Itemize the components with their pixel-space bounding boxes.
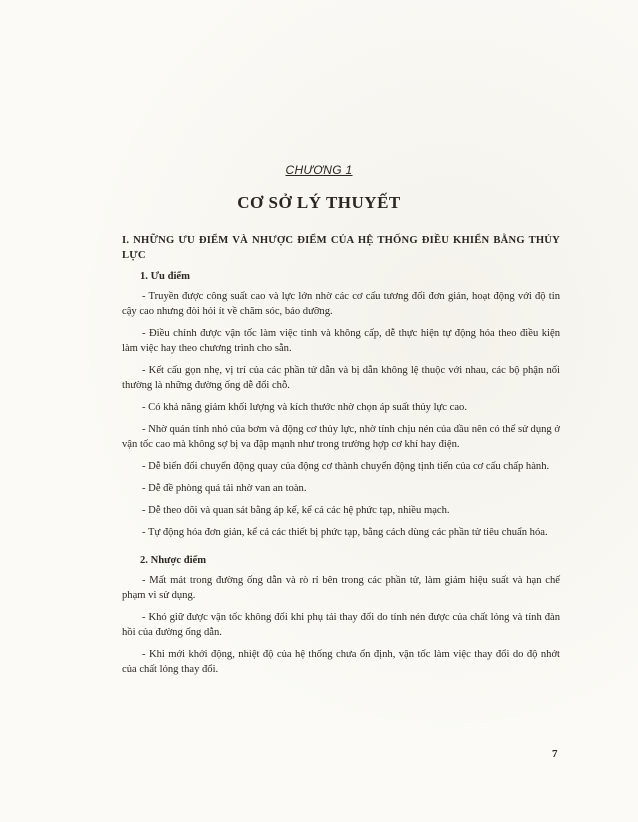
disadvantage-item: - Khó giữ được vận tốc không đổi khi phụ tải thay đổi do tính nén được của chất lỏng và tính đàn hồi của đường ống dẫn. xyxy=(122,612,560,638)
advantage-item: - Dễ theo dõi và quan sát bằng áp kế, kể cả các hệ phức tạp, nhiều mạch. xyxy=(142,505,450,516)
disadvantage-item: - Mất mát trong đường ống dẫn và rò rỉ bên trong các phần tử, làm giảm hiệu suất và hạn chế phạm vi sử dụng. xyxy=(122,575,560,601)
advantage-item: - Nhờ quán tính nhỏ của bơm và động cơ thủy lực, nhờ tính chịu nén của dầu nên có thể sử dụng ở vận tốc cao mà không sợ bị va đập mạnh như trong trường hợp cơ khí hay điện. xyxy=(122,424,560,450)
advantage-item: - Dễ đề phòng quá tải nhờ van an toàn. xyxy=(142,483,307,494)
page-body xyxy=(122,233,560,684)
advantage-item: - Dễ biến đổi chuyển động quay của động cơ thành chuyển động tịnh tiến của cơ cấu chấp hành. xyxy=(142,461,550,472)
chapter-label: CHƯƠNG 1 xyxy=(285,163,353,177)
advantage-item: - Điều chỉnh được vận tốc làm việc tinh và không cấp, dễ thực hiện tự động hóa theo điều kiện làm việc hay theo chương trình cho sẵn. xyxy=(122,328,560,354)
disadvantages-heading: 2. Nhược điểm xyxy=(140,555,207,566)
chapter-title: CƠ SỞ LÝ THUYẾT xyxy=(237,193,401,212)
advantage-item: - Tự động hóa đơn giản, kể cả các thiết bị phức tạp, bằng cách dùng các phần tử tiêu chuẩn hóa. xyxy=(142,527,548,538)
advantage-item: - Có khả năng giảm khối lượng và kích thước nhờ chọn áp suất thủy lực cao. xyxy=(142,402,467,413)
advantage-item: - Kết cấu gọn nhẹ, vị trí của các phần tử dẫn và bị dẫn không lệ thuộc với nhau, các bộ phận nối thường là những đường ống dễ đổi chỗ. xyxy=(122,365,560,391)
advantage-item: - Truyền được công suất cao và lực lớn nhờ các cơ cấu tương đối đơn giản, hoạt động với độ tin cậy cao nhưng đòi hỏi ít về chăm sóc, bảo dưỡng. xyxy=(122,291,560,317)
page-number: 7 xyxy=(552,748,558,760)
disadvantage-item: - Khi mới khởi động, nhiệt độ của hệ thống chưa ổn định, vận tốc làm việc thay đổi do độ nhớt của chất lỏng thay đổi. xyxy=(122,649,560,675)
section-heading: I. NHỮNG ƯU ĐIỂM VÀ NHƯỢC ĐIỂM CỦA HỆ THỐNG ĐIỀU KHIỂN BẰNG THỦY LỰC xyxy=(122,235,560,261)
advantages-heading: 1. Ưu điểm xyxy=(140,271,190,282)
